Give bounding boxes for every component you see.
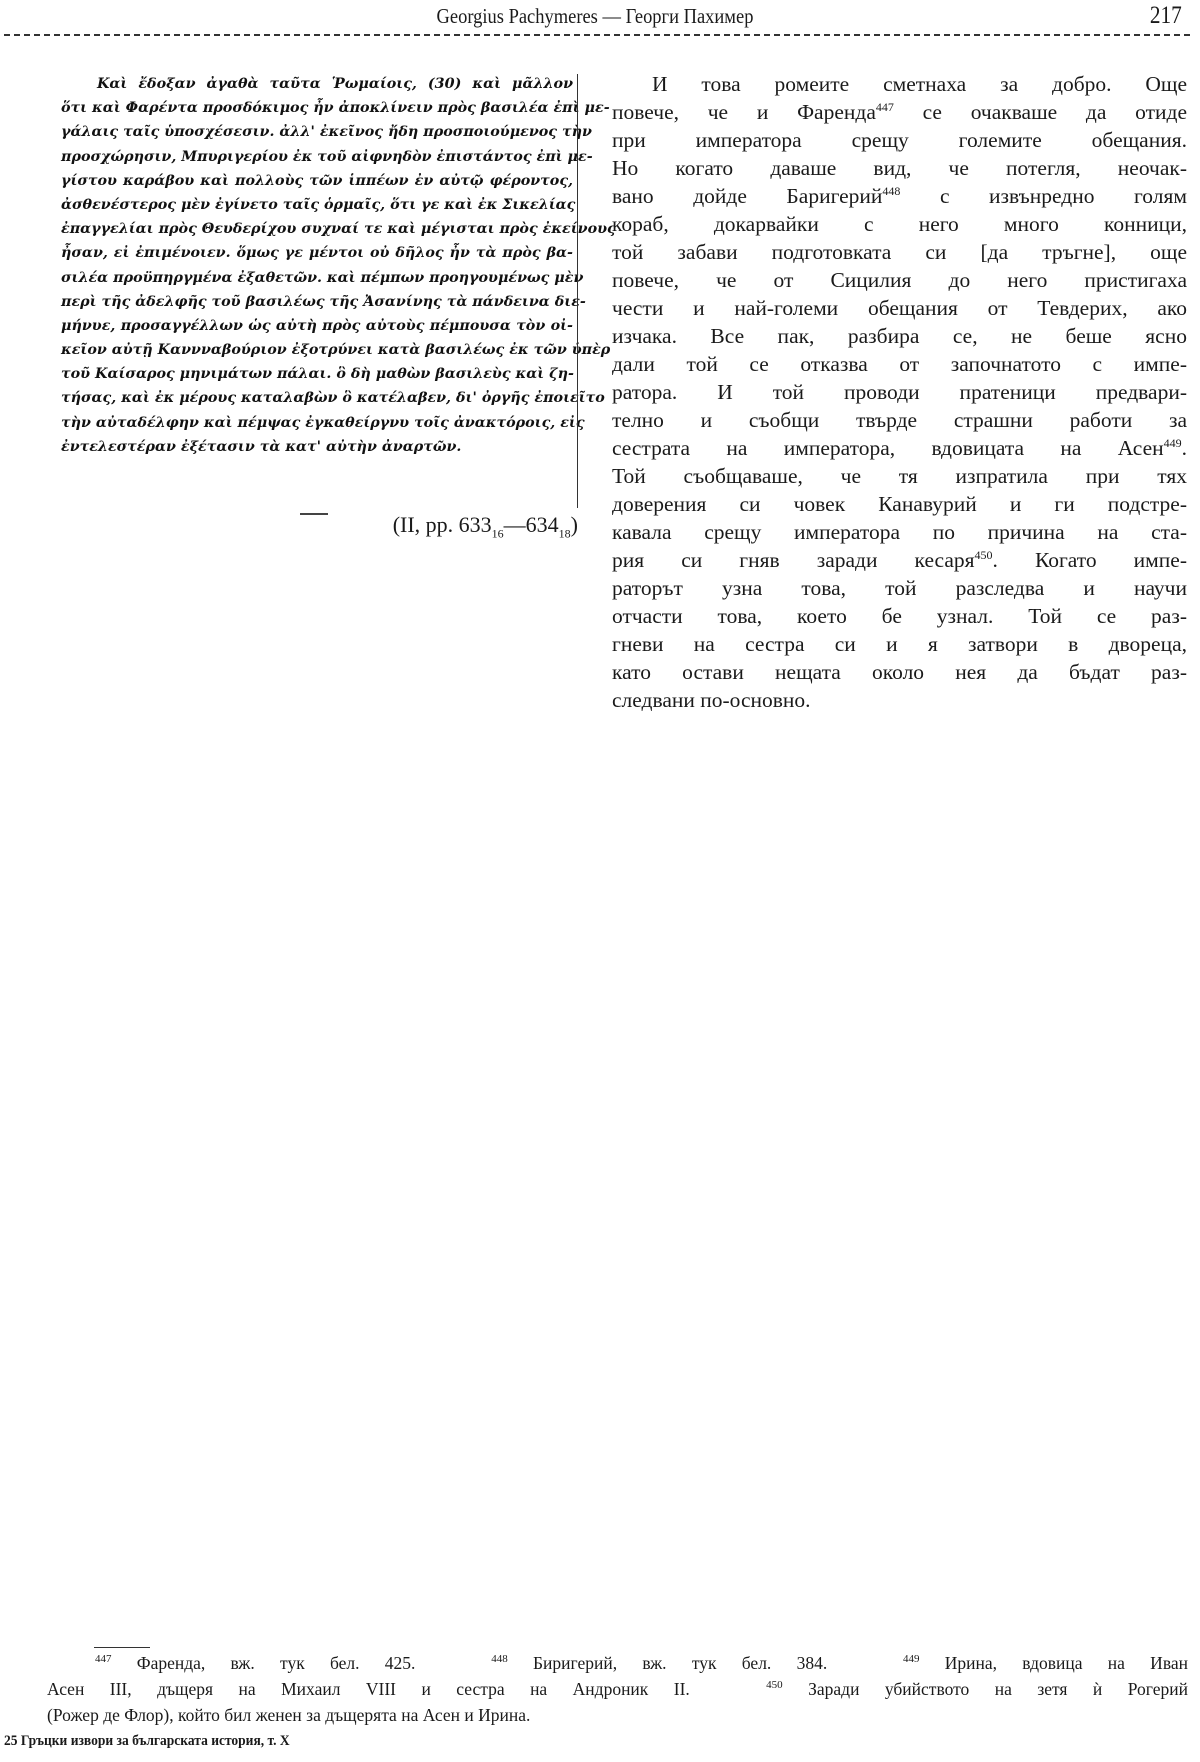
line-text: като остави нещата около нея да бъдат раз- [612,660,1187,684]
footnote-line [47,1702,1188,1728]
citation-text: ) [570,512,578,537]
page-number: 217 [1149,2,1182,29]
greek-line: γίστου καράβου καὶ πολλοὺς τῶν ἱππέων ἐν αὐτῷ φέροντος, [61,172,573,189]
line-text: . Когато импе- [992,548,1187,572]
line-text: рия си гняв заради кесаря [612,548,975,572]
translation-line [612,630,1187,658]
translation-line [612,126,1187,154]
line-text: . [1181,436,1187,460]
header-rule [4,34,1190,36]
footnote-text: Биригерий, вж. тук бел. 384. [507,1653,903,1673]
line-text: дали той се отказва от започнатото с импе- [612,352,1187,376]
translation-line [612,294,1187,322]
footnote-text: Ирина, вдовица на Иван [919,1653,1188,1673]
citation-text: (II, pp. 633 [392,512,492,537]
source-citation [393,512,578,541]
line-text: Той съобщаваше, че тя изпратила при тях [612,464,1187,488]
line-text: кавала срещу императора по причина на ста- [612,520,1187,544]
line-text: при императора срещу големите обещания. [612,128,1187,152]
line-text: Но когато даваше вид, че потегля, неочак- [612,156,1187,180]
line-text: ратора. И той проводи пратеници предвари- [612,380,1187,404]
greek-line: ἦσαν, εἰ ἐπιμένοιεν. ὅμως γε μέντοι οὐ δῆλος ἦν τὰ πρὸς βα- [61,245,573,262]
greek-line: ὅτι καὶ Φαρέντα προσδόκιμος ἦν ἀποκλίνειν πρὸς βασιλέα ἐπὶ με- [61,100,610,117]
footnote-line [47,1650,1188,1676]
line-text: кораб, докарвайки с него много конници, [612,212,1187,236]
footnote-ref: 450 [974,548,993,562]
translation-line [612,182,1187,210]
translation-line [612,406,1187,434]
greek-line: προσχώρησιν, Μπυριγερίου ἐκ τοῦ αἰφνηδὸν ἐπιστάντος ἐπὶ με- [61,148,593,165]
greek-line: τοῦ Καίσαρος μηνιμάτων πάλαι. ὃ δὴ μαθὼν βασιλεὺς καὶ ζη- [61,366,574,383]
footnote-text: Заради убийството на зетя ѝ Рогерий [782,1679,1188,1699]
greek-line: ἐπαγγελίαι πρὸς Θευδερίχου συχναί τε καὶ μέγισται πρὸς ἐκείνους [61,221,616,238]
citation-line-end: 18 [558,526,571,541]
line-text: вано дойде Баригерий [612,184,883,208]
greek-line: ἐντελεστέραν ἐξέτασιν τὰ κατ' αὐτὴν ἀναρτῶν. [61,438,462,455]
translation-line [612,462,1187,490]
translation-line [612,350,1187,378]
citation-text: —634 [503,512,559,537]
footnote-text: (Рожер де Флор), който бил женен за дъщерята на Асен и Ирина. [47,1705,531,1725]
footnote-text: Асен III, дъщеря на Михаил VIII и сестра на Андроник II. [47,1679,767,1699]
running-header [0,2,1190,32]
footnote-number: 448 [491,1653,508,1665]
line-text: повече, че от Сицилия до него пристигаха [612,268,1187,292]
greek-line: μήνυε, προσαγγέλλων ὡς αὐτὴ πρὸς αὐτοὺς πέμπουσα τὸν οἰ- [61,317,573,334]
footnote-text: Фаренда, вж. тук бел. 425. [111,1653,492,1673]
footnote-ref: 449 [1163,436,1182,450]
translation-line [612,154,1187,182]
greek-original-text [61,72,616,459]
footnote-rule [94,1647,150,1648]
greek-line: τὴν αὐταδέλφην καὶ πέμψας ἐγκαθείργνυ τοῖς ἀνακτόροις, εἰς [61,414,585,431]
line-text: И това ромеите сметнаха за добро. Още [652,72,1187,96]
translation-line [612,70,1187,98]
line-text: повече, че и Фаренда [612,100,876,124]
translation-line [612,378,1187,406]
greek-line: περὶ τῆς ἀδελφῆς τοῦ βασιλέως τῆς Ἀσανίνης τὰ πάνδεινα διε- [61,293,586,310]
translation-line [612,266,1187,294]
line-text: той забави подготовката си [да тръгне], още [612,240,1187,264]
translation-line [612,686,1187,714]
translation-line [612,574,1187,602]
line-text: сестрата на императора, вдовицата на Асен [612,436,1164,460]
column-margin-line [577,74,578,508]
translation-line [612,658,1187,686]
translation-line [612,210,1187,238]
translation-line [612,238,1187,266]
translation-line [612,546,1187,574]
line-text: се очакваше да отиде [893,100,1187,124]
greek-line: ἀσθενέστερος μὲν ἐγίνετο ταῖς ὁρμαῖς, ὅτι γε καὶ ἐκ Σικελίας [61,196,576,213]
end-of-passage-mark [300,513,328,515]
line-text: раторът узна това, той разследва и научи [612,576,1187,600]
greek-line: Καὶ ἔδοξαν ἀγαθὰ ταῦτα Ῥωμαίοις, (30) καὶ μᾶλλον [97,76,573,92]
greek-line: κεῖον αὐτῇ Καννναβούριον ἐξοτρύνει κατὰ βασιλέως ἐκ τῶν ὑπὲρ [61,342,611,359]
line-text: чести и най-големи обещания от Тевдерих, ако [612,296,1187,320]
translation-line [612,434,1187,462]
greek-line: γάλαις ταῖς ὑποσχέσεσιν. ἀλλ' ἐκεῖνος ἤδη προσποιούμενος τὴν [61,124,592,141]
footnote-number: 449 [902,1653,920,1665]
greek-line: σιλέα προϋπηργμένα ἐξαθετῶν. καὶ πέμπων προηγουμένως μὲν [61,269,584,286]
footnotes [47,1650,1188,1728]
translation-line [612,98,1187,126]
signature-line: 25 Гръцки извори за българската история, т. X [4,1733,290,1749]
translation-line [612,602,1187,630]
greek-line: τήσας, καὶ ἐκ μέρους καταλαβὼν ὃ κατέλαβεν, δι' ὀργῆς ἐποιεῖτο [61,390,605,407]
line-text: с извънредно голям [900,184,1188,208]
translation-line [612,322,1187,350]
bulgarian-translation [612,70,1187,714]
footnote-line [47,1676,1188,1702]
line-text: изчака. Все пак, разбира се, не беше ясно [612,324,1187,348]
translation-line [612,490,1187,518]
citation-line-start: 16 [491,526,504,541]
line-text: отчасти това, което бе узнал. Той се раз- [612,604,1187,628]
footnote-number: 447 [95,1653,112,1665]
footnote-ref: 447 [875,100,894,114]
line-text: телно и съобщи твърде страшни работи за [612,408,1187,432]
line-text: следвани по-основно. [612,688,811,712]
line-text: гневи на сестра си и я затвори в двореца, [612,632,1187,656]
running-title: Georgius Pachymeres — Георги Пахимер [436,4,754,28]
line-text: доверения си човек Канавурий и ги подстре- [612,492,1187,516]
footnote-ref: 448 [882,184,901,198]
translation-line [612,518,1187,546]
footnote-number: 450 [766,1679,783,1691]
